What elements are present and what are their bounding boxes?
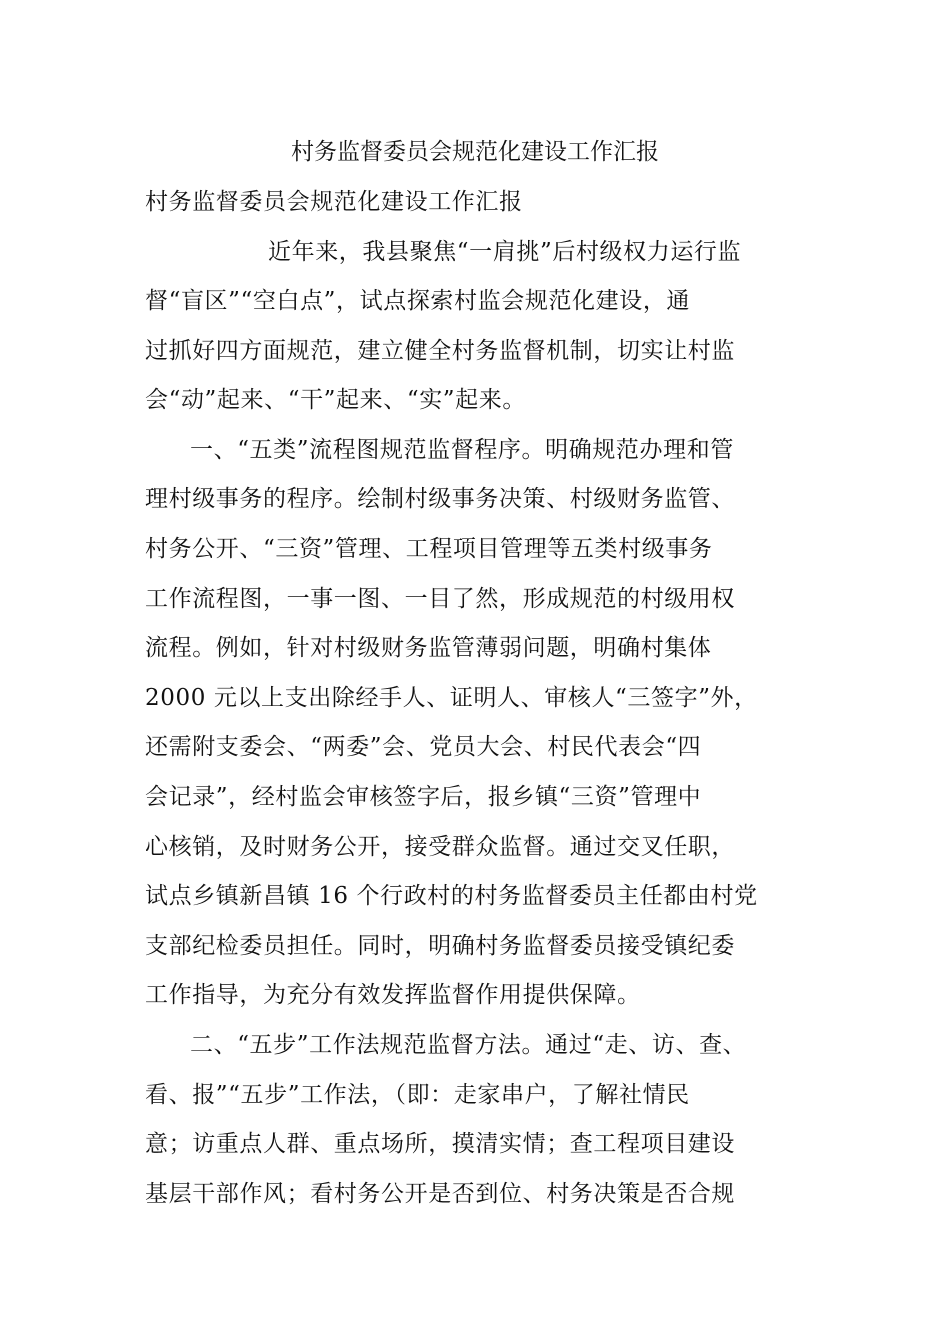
paragraph-line: 试点乡镇新昌镇 16 个行政村的村务监督委员主任都由村党: [145, 883, 758, 909]
document-subtitle: 村务监督委员会规范化建设工作汇报: [145, 189, 523, 215]
paragraph-line: 二、“五步”工作法规范监督方法。通过“走、访、查、: [190, 1032, 747, 1058]
paragraph-line: 理村级事务的程序。绘制村级事务决策、村级财务监管、: [145, 486, 735, 512]
paragraph-line: 工作指导，为充分有效发挥监督作用提供保障。: [145, 982, 641, 1008]
paragraph-line: 还需附支委会、“两委”会、党员大会、村民代表会“四: [145, 734, 702, 760]
paragraph-line: 流程。例如，针对村级财务监管薄弱问题，明确村集体: [145, 635, 712, 661]
paragraph-line: 支部纪检委员担任。同时，明确村务监督委员接受镇纪委: [145, 933, 735, 959]
paragraph-line: 一、“五类”流程图规范监督程序。明确规范办理和管: [190, 437, 734, 463]
paragraph-line: 村务公开、“三资”管理、工程项目管理等五类村级事务: [145, 536, 713, 562]
paragraph-line: 督“盲区”“空白点”，试点探索村监会规范化建设，通: [145, 288, 691, 314]
paragraph-line: 基层干部作风；看村务公开是否到位、村务决策是否合规: [145, 1181, 735, 1207]
paragraph-line: 工作流程图，一事一图、一目了然，形成规范的村级用权: [145, 586, 735, 612]
paragraph-line: 会“动”起来、“干”起来、“实”起来。: [145, 387, 526, 413]
paragraph-line: 2000 元以上支出除经手人、证明人、审核人“三签字”外，: [145, 685, 758, 711]
paragraph-line: 心核销，及时财务公开，接受群众监督。通过交叉任职，: [145, 834, 735, 860]
paragraph-line: 过抓好四方面规范，建立健全村务监督机制，切实让村监: [145, 338, 735, 364]
paragraph-line: 近年来，我县聚焦“一肩挑”后村级权力运行监: [268, 239, 742, 265]
paragraph-line: 意；访重点人群、重点场所，摸清实情；查工程项目建设: [145, 1131, 735, 1157]
paragraph-line: 会记录”，经村监会审核签字后，报乡镇“三资”管理中: [145, 784, 702, 810]
document-title: 村务监督委员会规范化建设工作汇报: [291, 139, 659, 165]
paragraph-line: 看、报”“五步”工作法，（即：走家串户，了解社情民: [145, 1082, 690, 1108]
